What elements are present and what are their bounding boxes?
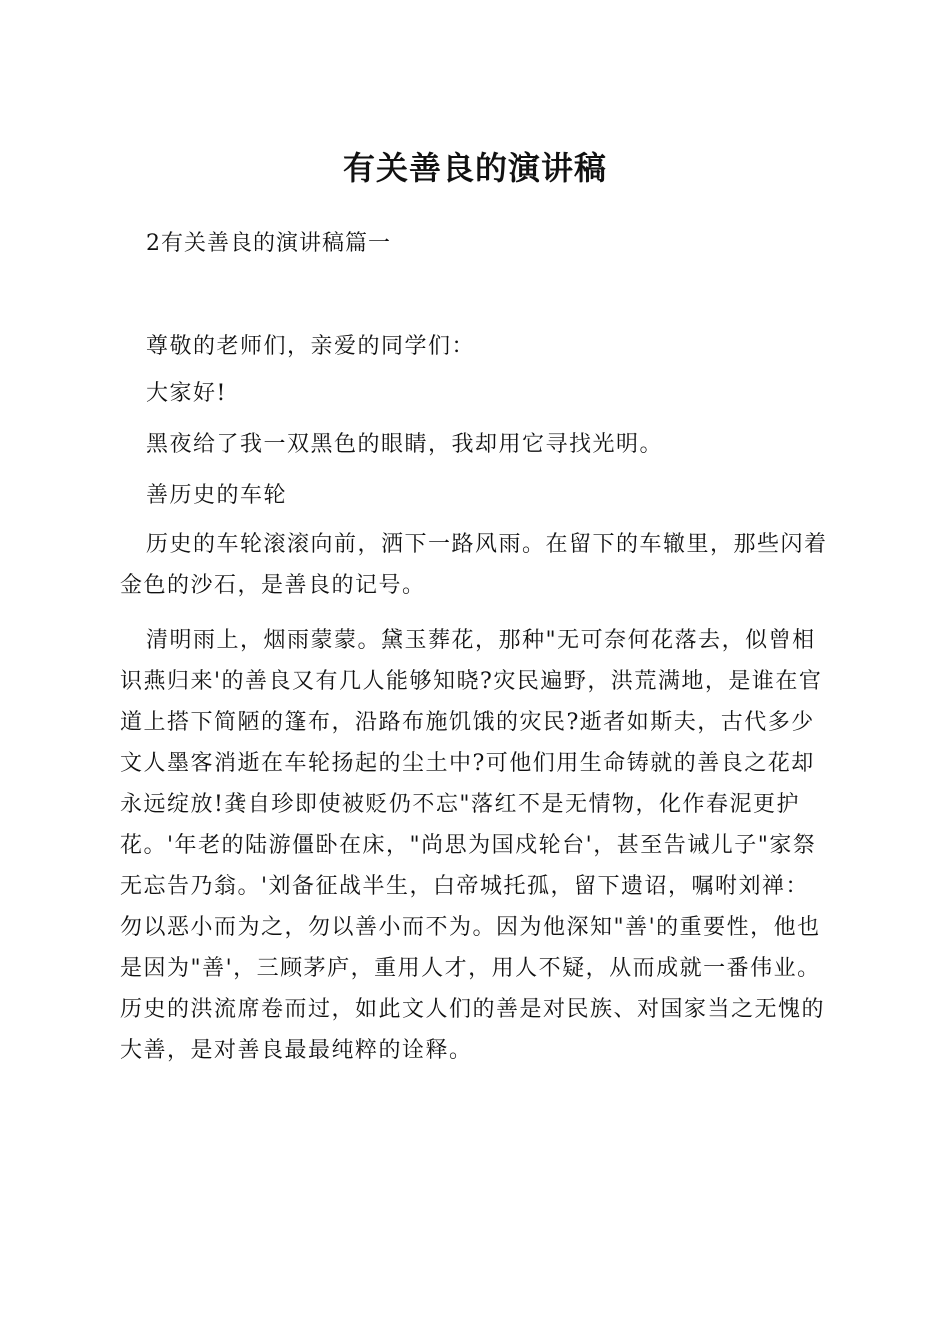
salutation-paragraph: 尊敬的老师们，亲爱的同学们：	[146, 334, 476, 359]
body-paragraph: 清明雨上，烟雨蒙蒙。黛玉葬花，那种"无可奈何花落去，似曾相识燕归来'的善良又有几人能够知晓?灾民遍野，洪荒满地，是谁在官道上搭下简陋的篷布，沿路布施饥饿的灾民?逝者如斯夫，古代多少文人墨客消逝在车轮扬起的尘土中?可他们用生命铸就的善良之花却永远绽放!龚自珍即使被贬仍不忘"落红不是无情物，化作春泥更护花。'年老的陆游僵卧在床，"尚思为国戍轮台'，甚至告诫儿子"家祭无忘告乃翁。'刘备征战半生，白帝城托孤，留下遗诏，嘱咐刘禅：勿以恶小而为之，勿以善小而不为。因为他深知"善'的重要性，他也是因为"善'，三顾茅庐，重用人才，用人不疑，从而成就一番伟业。历史的洪流席卷而过，如此文人们的善是对民族、对国家当之无愧的大善，是对善良最最纯粹的诠释。	[120, 628, 826, 1063]
section-heading: 2有关善良的演讲稿篇一	[146, 231, 391, 256]
body-paragraph: 历史的车轮滚滚向前，洒下一路风雨。在留下的车辙里，那些闪着金色的沙石，是善良的记号。	[120, 532, 828, 598]
opening-quote-paragraph: 黑夜给了我一双黑色的眼睛，我却用它寻找光明。	[146, 432, 664, 457]
document-title: 有关善良的演讲稿	[342, 149, 607, 187]
greeting-paragraph: 大家好!	[146, 381, 227, 406]
section-label-paragraph: 善历史的车轮	[146, 483, 288, 508]
